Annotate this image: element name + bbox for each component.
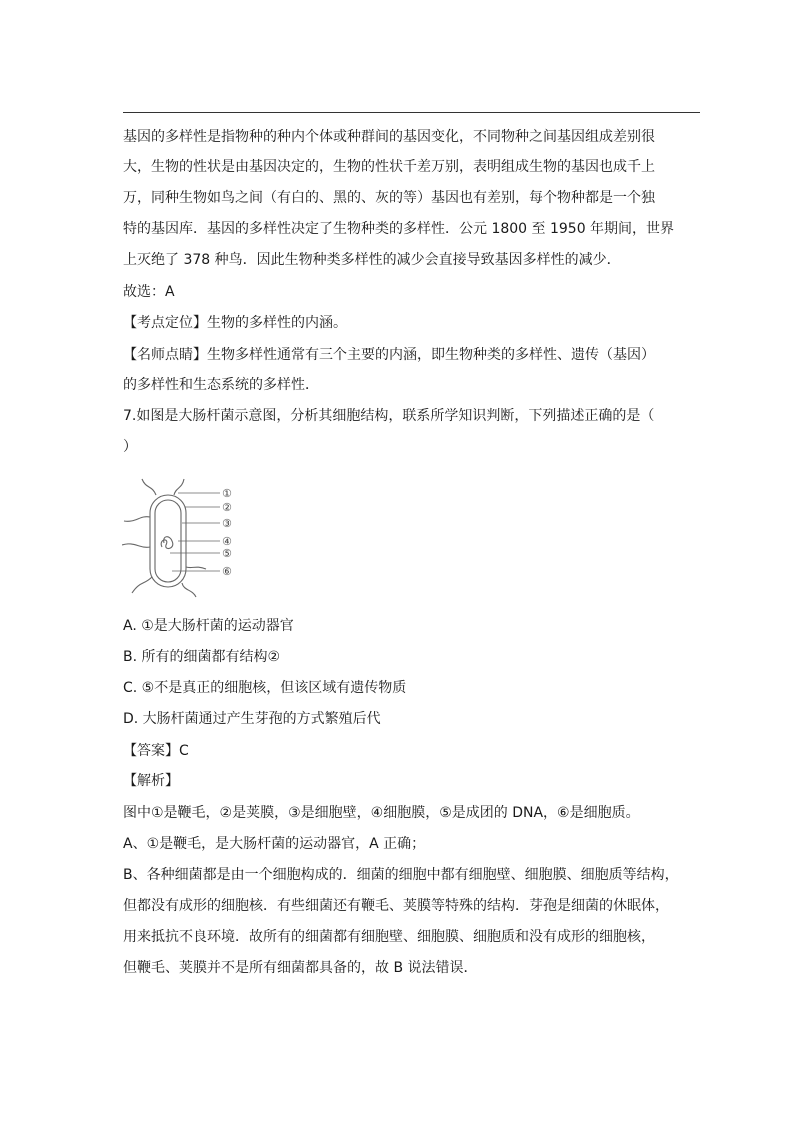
text-line: 上灭绝了 378 种鸟．因此生物种类多样性的减少会直接导致基因多样性的减少． — [123, 252, 621, 268]
analysis-line: 图中①是鞭毛，②是荚膜，③是细胞壁，④细胞膜，⑤是成团的 DNA，⑥是细胞质。 — [123, 805, 640, 821]
label-2: ② — [222, 501, 232, 514]
text-line: 基因的多样性是指物种的种内个体或种群间的基因变化，不同物种之间基因组成差别很 — [123, 129, 655, 145]
flagellum — [182, 583, 196, 597]
analysis-label: 【解析】 — [123, 773, 179, 789]
exam-point: 【考点定位】生物的多样性的内涵。 — [123, 315, 347, 331]
question-stem-cont: ） — [123, 439, 137, 455]
option-a: A. ①是大肠杆菌的运动器官 — [123, 618, 294, 634]
label-1: ① — [222, 487, 232, 500]
answer-label: 【答案】C — [123, 743, 189, 759]
text-line: 的多样性和生态系统的多样性． — [123, 377, 319, 393]
label-3: ③ — [222, 517, 232, 530]
text-line: 故选：A — [123, 284, 175, 300]
option-c: C. ⑤不是真正的细胞核，但该区域有遗传物质 — [123, 680, 407, 696]
flagellum — [186, 567, 206, 569]
flagellum — [132, 577, 152, 593]
flagellum — [122, 544, 150, 547]
label-4: ④ — [222, 535, 232, 548]
label-6: ⑥ — [222, 565, 232, 578]
analysis-line: 但鞭毛、荚膜并不是所有细菌都具备的，故 B 说法错误． — [123, 960, 478, 976]
analysis-line: 但都没有成形的细胞核．有些细菌还有鞭毛、荚膜等特殊的结构．芽孢是细菌的休眠体， — [123, 898, 669, 914]
teacher-note: 【名师点睛】生物多样性通常有三个主要的内涵，即生物种类的多样性、遗传（基因） — [123, 347, 655, 363]
flagellum — [124, 517, 150, 522]
text-line: 万，同种生物如鸟之间（有白的、黑的、灰的等）基因也有差别，每个物种都是一个独 — [123, 190, 655, 206]
text-line: 大，生物的性状是由基因决定的，生物的性状千差万别，表明组成生物的基因也成千上 — [123, 159, 655, 175]
text-line: 特的基因库．基因的多样性决定了生物种类的多样性．公元 1800 至 1950 年期间，世界 — [123, 221, 675, 237]
question-stem: 7.如图是大肠杆菌示意图，分析其细胞结构，联系所学知识判断，下列描述正确的是（ — [123, 408, 655, 424]
e-coli-diagram — [122, 477, 242, 599]
analysis-line: B、各种细菌都是由一个细胞构成的．细菌的细胞中都有细胞壁、细胞膜、细胞质等结构， — [123, 867, 679, 883]
option-d: D. 大肠杆菌通过产生芽孢的方式繁殖后代 — [123, 711, 381, 727]
cell-membrane-outline — [155, 500, 181, 582]
dna-region — [161, 537, 173, 549]
header-rule — [123, 112, 700, 113]
analysis-line: A、①是鞭毛，是大肠杆菌的运动器官，A 正确； — [123, 836, 426, 852]
option-b: B. 所有的细菌都有结构② — [123, 649, 281, 665]
label-5: ⑤ — [222, 547, 232, 560]
analysis-line: 用来抵抗不良环境．故所有的细菌都有细胞壁、细胞膜、细胞质和没有成形的细胞核， — [123, 929, 655, 945]
flagellum — [142, 479, 156, 495]
